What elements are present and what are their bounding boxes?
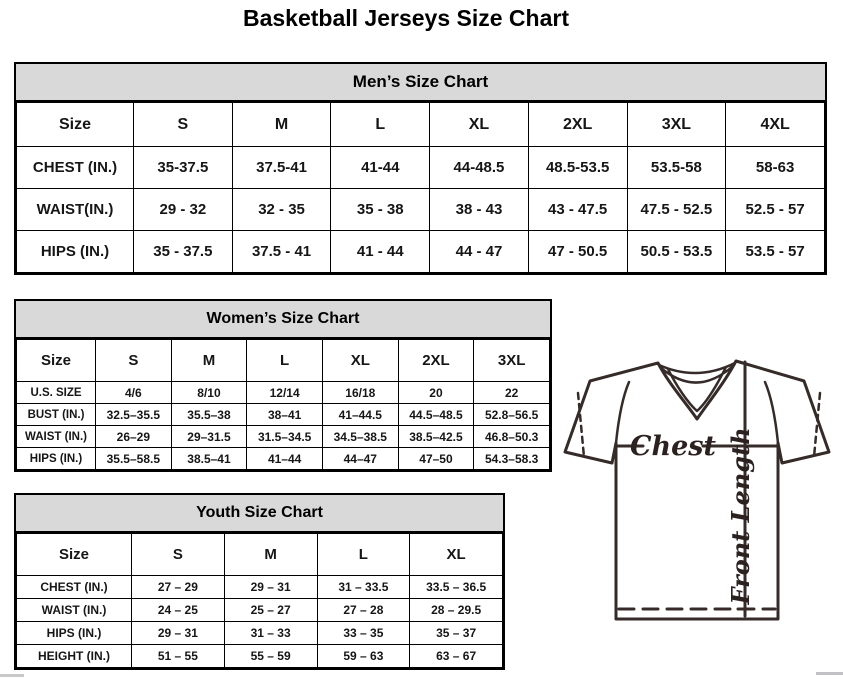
mens-size-table xyxy=(16,102,825,273)
size-value-cell: 47 - 50.5 xyxy=(528,231,627,273)
size-value-cell: 41–44.5 xyxy=(322,404,398,426)
size-value-cell: 52.5 - 57 xyxy=(726,189,825,231)
size-header: 2XL xyxy=(398,340,474,382)
womens-size-table xyxy=(16,339,550,470)
size-value-cell: 41-44 xyxy=(331,147,430,189)
size-header: M xyxy=(224,534,317,576)
size-value-cell: 41 - 44 xyxy=(331,231,430,273)
size-value-cell: 54.3–58.3 xyxy=(474,448,550,470)
measurement-row-label: HIPS (IN.) xyxy=(17,231,134,273)
size-value-cell: 55 – 59 xyxy=(224,645,317,668)
size-value-cell: 27 – 29 xyxy=(132,576,225,599)
size-header: 2XL xyxy=(528,103,627,147)
size-value-cell: 53.5-58 xyxy=(627,147,726,189)
jersey-outline xyxy=(565,361,829,619)
size-value-cell: 51 – 55 xyxy=(132,645,225,668)
size-value-cell: 44–47 xyxy=(322,448,398,470)
size-value-cell: 41–44 xyxy=(247,448,323,470)
measurement-row-label: CHEST (IN.) xyxy=(17,147,134,189)
size-value-cell: 16/18 xyxy=(322,382,398,404)
measurement-row-label: BUST (IN.) xyxy=(17,404,96,426)
page-title: Basketball Jerseys Size Chart xyxy=(242,5,569,31)
size-value-cell: 24 – 25 xyxy=(132,599,225,622)
size-header: L xyxy=(331,103,430,147)
size-value-cell: 35-37.5 xyxy=(134,147,233,189)
size-column-header: Size xyxy=(17,534,132,576)
size-column-header: Size xyxy=(17,103,134,147)
size-value-cell: 37.5-41 xyxy=(232,147,331,189)
size-value-cell: 33 – 35 xyxy=(317,622,410,645)
size-value-cell: 48.5-53.5 xyxy=(528,147,627,189)
measurement-row xyxy=(17,599,503,622)
measurement-row-label: WAIST(IN.) xyxy=(17,189,134,231)
measurement-row-label: HIPS (IN.) xyxy=(17,448,96,470)
size-value-cell: 52.8–56.5 xyxy=(474,404,550,426)
size-header-row xyxy=(17,103,825,147)
size-value-cell: 47–50 xyxy=(398,448,474,470)
measurement-row-label: HEIGHT (IN.) xyxy=(17,645,132,668)
horizontal-scrollbar-fragment-right[interactable] xyxy=(816,672,843,675)
size-header: XL xyxy=(322,340,398,382)
size-header: M xyxy=(171,340,247,382)
mens-chart-title: Men’s Size Chart xyxy=(16,64,825,102)
size-value-cell: 50.5 - 53.5 xyxy=(627,231,726,273)
size-header-row xyxy=(17,534,503,576)
size-value-cell: 29 - 32 xyxy=(134,189,233,231)
size-value-cell: 63 – 67 xyxy=(410,645,503,668)
size-value-cell: 8/10 xyxy=(171,382,247,404)
size-value-cell: 38–41 xyxy=(247,404,323,426)
youth-size-table xyxy=(16,533,503,668)
size-value-cell: 29–31.5 xyxy=(171,426,247,448)
youth-size-chart xyxy=(14,493,505,670)
size-value-cell: 53.5 - 57 xyxy=(726,231,825,273)
measurement-row-label: CHEST (IN.) xyxy=(17,576,132,599)
size-value-cell: 31.5–34.5 xyxy=(247,426,323,448)
size-header: L xyxy=(317,534,410,576)
size-value-cell: 47.5 - 52.5 xyxy=(627,189,726,231)
measurement-row xyxy=(17,448,550,470)
size-value-cell: 43 - 47.5 xyxy=(528,189,627,231)
youth-chart-title: Youth Size Chart xyxy=(16,495,503,533)
size-header: 3XL xyxy=(627,103,726,147)
size-header-row xyxy=(17,340,550,382)
measurement-row xyxy=(17,426,550,448)
size-header: 4XL xyxy=(726,103,825,147)
measurement-row xyxy=(17,576,503,599)
size-value-cell: 44.5–48.5 xyxy=(398,404,474,426)
size-value-cell: 29 – 31 xyxy=(224,576,317,599)
measurement-row xyxy=(17,189,825,231)
size-header: 3XL xyxy=(474,340,550,382)
size-header: L xyxy=(247,340,323,382)
measurement-row xyxy=(17,231,825,273)
size-value-cell: 44-48.5 xyxy=(430,147,529,189)
size-value-cell: 22 xyxy=(474,382,550,404)
size-value-cell: 31 – 33 xyxy=(224,622,317,645)
size-header: S xyxy=(132,534,225,576)
size-value-cell: 29 – 31 xyxy=(132,622,225,645)
jersey-diagram-svg xyxy=(555,356,843,632)
size-value-cell: 38.5–42.5 xyxy=(398,426,474,448)
measurement-row xyxy=(17,404,550,426)
size-value-cell: 32.5–35.5 xyxy=(96,404,172,426)
size-header: S xyxy=(134,103,233,147)
mens-size-chart xyxy=(14,62,827,275)
size-value-cell: 44 - 47 xyxy=(430,231,529,273)
size-value-cell: 59 – 63 xyxy=(317,645,410,668)
chest-label: Chest xyxy=(630,431,716,462)
womens-chart-title: Women’s Size Chart xyxy=(16,301,550,339)
horizontal-scrollbar-fragment-left[interactable] xyxy=(0,674,24,677)
size-value-cell: 35.5–38 xyxy=(171,404,247,426)
size-value-cell: 20 xyxy=(398,382,474,404)
size-value-cell: 31 – 33.5 xyxy=(317,576,410,599)
size-value-cell: 28 – 29.5 xyxy=(410,599,503,622)
size-value-cell: 32 - 35 xyxy=(232,189,331,231)
size-header: M xyxy=(232,103,331,147)
measurement-row-label: WAIST (IN.) xyxy=(17,426,96,448)
size-value-cell: 4/6 xyxy=(96,382,172,404)
size-value-cell: 37.5 - 41 xyxy=(232,231,331,273)
size-value-cell: 34.5–38.5 xyxy=(322,426,398,448)
measurement-row xyxy=(17,147,825,189)
size-value-cell: 35 - 37.5 xyxy=(134,231,233,273)
measurement-row-label: U.S. SIZE xyxy=(17,382,96,404)
size-value-cell: 35 – 37 xyxy=(410,622,503,645)
size-value-cell: 27 – 28 xyxy=(317,599,410,622)
size-value-cell: 58-63 xyxy=(726,147,825,189)
measurement-row-label: WAIST (IN.) xyxy=(17,599,132,622)
size-value-cell: 33.5 – 36.5 xyxy=(410,576,503,599)
jersey-measurement-diagram xyxy=(555,356,843,632)
front-length-label: Front Length xyxy=(726,427,755,605)
size-header: XL xyxy=(430,103,529,147)
size-value-cell: 35.5–58.5 xyxy=(96,448,172,470)
size-value-cell: 35 - 38 xyxy=(331,189,430,231)
measurement-row xyxy=(17,645,503,668)
size-value-cell: 38.5–41 xyxy=(171,448,247,470)
measurement-row-label: HIPS (IN.) xyxy=(17,622,132,645)
size-value-cell: 12/14 xyxy=(247,382,323,404)
size-value-cell: 38 - 43 xyxy=(430,189,529,231)
size-header: S xyxy=(96,340,172,382)
size-header: XL xyxy=(410,534,503,576)
size-value-cell: 26–29 xyxy=(96,426,172,448)
size-value-cell: 25 – 27 xyxy=(224,599,317,622)
womens-size-chart xyxy=(14,299,552,472)
measurement-row xyxy=(17,622,503,645)
size-value-cell: 46.8–50.3 xyxy=(474,426,550,448)
size-column-header: Size xyxy=(17,340,96,382)
measurement-row xyxy=(17,382,550,404)
